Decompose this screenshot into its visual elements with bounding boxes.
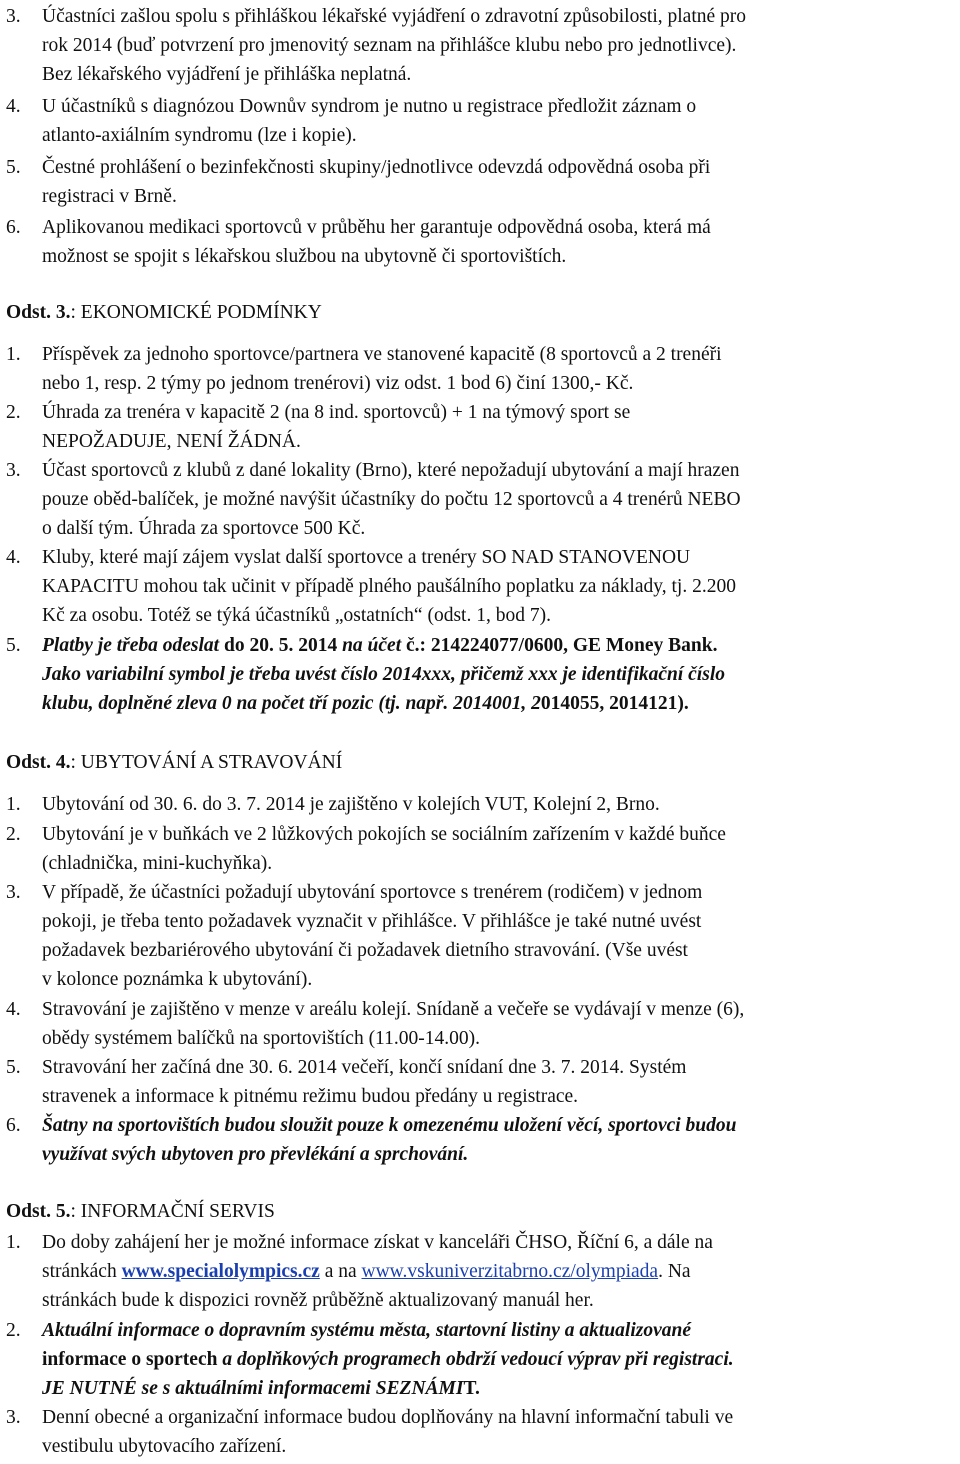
item-line: pokoji, je třeba tento požadavek vyznačit v přihlášce. V přihlášce je také nutné uvést xyxy=(42,911,702,932)
item-line: rok 2014 (buď potvrzení pro jmenovitý seznam na přihlášce klubu nebo pro jednotlivce). xyxy=(42,35,737,56)
item-line: Do doby zahájení her je možné informace získat v kanceláři ČHSO, Říční 6, a dále na xyxy=(42,1232,713,1253)
item-line xyxy=(42,1257,954,1286)
item-line xyxy=(42,631,954,660)
variable-symbol-note: Jako variabilní symbol je třeba uvést číslo 2014xxx, přičemž xxx je identifikační číslo xyxy=(42,664,725,685)
item-number: 2. xyxy=(6,402,21,423)
item-line: atlanto-axiálním syndromu (lze i kopie). xyxy=(42,125,357,146)
item-line: U účastníků s diagnózou Downův syndrom je nutno u registrace předložit záznam o xyxy=(42,96,697,117)
item-line: Příspěvek za jednoho sportovce/partnera ve stanovené kapacitě (8 sportovců a 2 trenéři xyxy=(42,344,722,365)
variable-symbol-example-tail: 014055, 2014121). xyxy=(540,693,689,714)
item-number: 6. xyxy=(6,1115,21,1136)
section-heading xyxy=(6,298,322,327)
item-line: Účast sportovců z klubů z dané lokality (Brno), které nepožadují ubytování a mají hrazen xyxy=(42,460,740,481)
item-number: 3. xyxy=(6,882,21,903)
item-line: využívat svých ubytoven pro převlékání a sprchování. xyxy=(42,1144,469,1165)
item-number: 4. xyxy=(6,999,21,1020)
text-fragment: JE NUTNÉ se s aktuálními informacemi SEZNÁMI xyxy=(42,1378,464,1399)
item-line xyxy=(42,689,954,718)
heading-title: : INFORMAČNÍ SERVIS xyxy=(70,1201,275,1222)
vskuniverzitabrno-link[interactable]: www.vskuniverzitabrno.cz/olympiada xyxy=(361,1261,659,1282)
section-heading xyxy=(6,1197,275,1226)
text-fragment: T. xyxy=(463,1378,480,1399)
item-number: 1. xyxy=(6,794,21,815)
list-item xyxy=(6,543,954,630)
text-fragment: a doplňkových programech obdrží vedoucí výprav při registraci. xyxy=(217,1349,734,1370)
heading-label: Odst. 4. xyxy=(6,752,71,773)
item-number: 1. xyxy=(6,344,21,365)
item-number: 6. xyxy=(6,217,21,238)
item-line: pouze oběd-balíček, je možné navýšit účastníky do počtu 12 sportovců a 4 trenérů NEBO xyxy=(42,489,741,510)
item-number: 5. xyxy=(6,157,21,178)
list-item xyxy=(6,820,954,878)
item-line: Denní obecné a organizační informace budou doplňovány na hlavní informační tabuli ve xyxy=(42,1407,734,1428)
item-line: KAPACITU mohou tak učinit v případě plného paušálního poplatku za náklady, tj. 2.200 xyxy=(42,576,736,597)
text-fragment: Aktuální informace o dopravním systému města, startovní listiny a aktualizované xyxy=(42,1320,691,1341)
list-item xyxy=(6,1228,954,1315)
list-item xyxy=(6,340,954,398)
item-number: 4. xyxy=(6,96,21,117)
text-fragment: stránkách xyxy=(42,1261,122,1282)
list-item xyxy=(6,1053,954,1111)
list-item xyxy=(6,213,954,271)
list-item xyxy=(6,92,954,150)
item-line: Stravování je zajištěno v menze v areálu kolejí. Snídaně a večeře se vydávají v menze (6), xyxy=(42,999,745,1020)
item-number: 3. xyxy=(6,6,21,27)
text-fragment: informace o sportech xyxy=(42,1349,218,1370)
item-number: 1. xyxy=(6,1232,21,1253)
item-number: 3. xyxy=(6,460,21,481)
section-heading xyxy=(6,748,342,777)
item-line: Kč za osobu. Totéž se týká účastníků „ostatních“ (odst. 1, bod 7). xyxy=(42,605,551,626)
heading-label: Odst. 5. xyxy=(6,1201,71,1222)
list-item xyxy=(6,995,954,1053)
item-line: stránkách bude k dispozici rovněž průběžně aktualizovaný manuál her. xyxy=(42,1290,594,1311)
payment-emphasis: Platby je třeba odeslat xyxy=(42,635,220,656)
heading-title: : EKONOMICKÉ PODMÍNKY xyxy=(70,302,322,323)
item-line: registraci v Brně. xyxy=(42,186,177,207)
list-item xyxy=(6,1316,954,1403)
item-line: Účastníci zašlou spolu s přihláškou lékařské vyjádření o zdravotní způsobilosti, platné pro xyxy=(42,6,747,27)
item-number: 5. xyxy=(6,635,21,656)
item-number: 2. xyxy=(6,1320,21,1341)
item-line: NEPOŽADUJE, NENÍ ŽÁDNÁ. xyxy=(42,431,301,452)
list-item xyxy=(6,631,954,718)
list-item xyxy=(6,153,954,211)
item-line: Aplikovanou medikaci sportovců v průběhu her garantuje odpovědná osoba, která má xyxy=(42,217,711,238)
list-item xyxy=(6,790,954,819)
item-line: (chladnička, mini-kuchyňka). xyxy=(42,853,273,874)
item-line: Šatny na sportovištích budou sloužit pouze k omezenému uložení věcí, sportovci budou xyxy=(42,1115,737,1136)
payment-date: do 20. 5. 2014 xyxy=(219,635,343,656)
item-line xyxy=(42,1374,954,1403)
item-line: o další tým. Úhrada za sportovce 500 Kč. xyxy=(42,518,366,539)
item-line: vestibulu ubytovacího zařízení. xyxy=(42,1436,287,1457)
specialolympics-link[interactable]: www.specialolympics.cz xyxy=(121,1261,320,1282)
item-number: 4. xyxy=(6,547,21,568)
heading-label: Odst. 3. xyxy=(6,302,71,323)
item-line: Ubytování je v buňkách ve 2 lůžkových pokojích se sociálním zařízením v každé buňce xyxy=(42,824,726,845)
list-item xyxy=(6,878,954,994)
item-line: Čestné prohlášení o bezinfekčnosti skupiny/jednotlivce odevzdá odpovědná osoba při xyxy=(42,157,711,178)
text-fragment: a na xyxy=(319,1261,362,1282)
item-line: Stravování her začíná dne 30. 6. 2014 večeří, končí snídaní dne 3. 7. 2014. Systém xyxy=(42,1057,687,1078)
item-line: Bez lékařského vyjádření je přihláška neplatná. xyxy=(42,64,412,85)
item-line: obědy systémem balíčků na sportovištích (11.00-14.00). xyxy=(42,1028,480,1049)
item-line xyxy=(42,1345,954,1374)
bank-account: č.: 214224077/0600, GE Money Bank. xyxy=(401,635,718,656)
list-item xyxy=(6,1403,954,1461)
item-number: 2. xyxy=(6,824,21,845)
list-item xyxy=(6,2,954,89)
item-line: v kolonce poznámka k ubytování). xyxy=(42,969,313,990)
item-line: možnost se spojit s lékařskou službou na ubytovně či sportovištích. xyxy=(42,246,567,267)
item-line: Kluby, které mají zájem vyslat další sportovce a trenéry SO NAD STANOVENOU xyxy=(42,547,691,568)
item-line: nebo 1, resp. 2 týmy po jednom trenérovi) viz odst. 1 bod 6) činí 1300,- Kč. xyxy=(42,373,634,394)
item-line: požadavek bezbariérového ubytování či požadavek dietního stravování. (Vše uvést xyxy=(42,940,688,961)
variable-symbol-example: klubu, doplněné zleva 0 na počet tří pozic (tj. např. 2014001, 2 xyxy=(42,693,541,714)
item-line: stravenek a informace k pitnému režimu budou předány u registrace. xyxy=(42,1086,579,1107)
item-line: V případě, že účastníci požadují ubytování sportovce s trenérem (rodičem) v jednom xyxy=(42,882,703,903)
item-line xyxy=(42,660,954,689)
payment-account-label: na účet xyxy=(342,635,402,656)
item-line: Ubytování od 30. 6. do 3. 7. 2014 je zajištěno v kolejích VUT, Kolejní 2, Brno. xyxy=(42,794,660,815)
item-line xyxy=(42,1316,954,1345)
list-item xyxy=(6,456,954,543)
list-item xyxy=(6,398,954,456)
item-number: 3. xyxy=(6,1407,21,1428)
list-item xyxy=(6,1111,954,1169)
text-fragment: . Na xyxy=(658,1261,691,1282)
item-line: Úhrada za trenéra v kapacitě 2 (na 8 ind. sportovců) + 1 na týmový sport se xyxy=(42,402,631,423)
heading-title: : UBYTOVÁNÍ A STRAVOVÁNÍ xyxy=(70,752,343,773)
item-number: 5. xyxy=(6,1057,21,1078)
